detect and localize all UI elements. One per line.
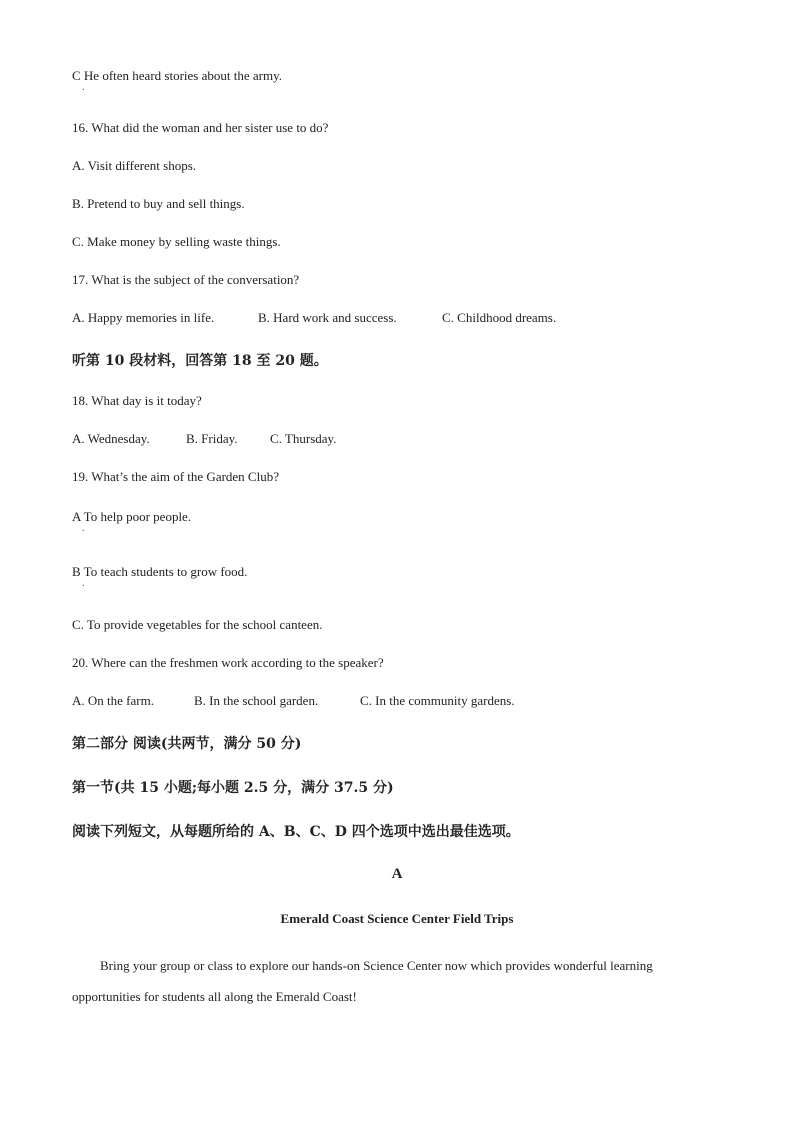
question-19: 19. What’s the aim of the Garden Club?	[72, 469, 279, 484]
q17-option-c: C. Childhood dreams.	[442, 310, 557, 325]
passage-paragraph: Bring your group or class to explore our hands-on Science Center now which provides wonderful learning opportunities for students all along the Emerald Coast!	[72, 958, 653, 1004]
q18-option-a: A. Wednesday.	[72, 431, 150, 446]
q17-option-a: A. Happy memories in life.	[72, 310, 215, 325]
q19-option-c: C. To provide vegetables for the school canteen.	[72, 617, 323, 632]
q17-option-b: B. Hard work and success.	[258, 310, 397, 325]
q16-option-b: B. Pretend to buy and sell things.	[72, 196, 245, 211]
q15-option-c: C He often heard stories about the army.	[72, 68, 282, 83]
part-two-heading: 第二部分 阅读(共两节，满分 50 分)	[72, 736, 302, 752]
q20-option-c: C. In the community gardens.	[360, 693, 515, 708]
q20-option-a: A. On the farm.	[72, 693, 154, 708]
section-10-heading: 听第 10 段材料，回答第 18 至 20 题。	[72, 353, 328, 369]
q19-option-b: B To teach students to grow food.	[72, 564, 248, 579]
section-one-heading: 第一节(共 15 小题;每小题 2.5 分，满分 37.5 分)	[72, 780, 394, 796]
instruction-heading: 阅读下列短文，从每题所给的 A、B、C、D 四个选项中选出最佳选项。	[72, 824, 520, 840]
q18-option-b: B. Friday.	[186, 431, 238, 446]
question-16: 16. What did the woman and her sister use to do?	[72, 120, 329, 135]
passage-letter: A	[391, 866, 403, 882]
q20-options	[72, 693, 515, 709]
question-20: 20. Where can the freshmen work according to the speaker?	[72, 655, 384, 670]
dot-mark: .	[82, 578, 85, 589]
passage-title: Emerald Coast Science Center Field Trips	[280, 911, 514, 926]
question-18: 18. What day is it today?	[72, 393, 202, 408]
q18-option-c: C. Thursday.	[270, 431, 337, 446]
q18-options	[72, 431, 336, 447]
dot-mark: .	[82, 523, 85, 534]
q16-option-a: A. Visit different shops.	[72, 158, 197, 173]
q20-option-b: B. In the school garden.	[194, 693, 319, 708]
question-17: 17. What is the subject of the conversation?	[72, 272, 300, 287]
q19-option-a: A To help poor people.	[72, 509, 192, 524]
q17-options	[72, 310, 556, 326]
dot-mark: .	[82, 82, 85, 93]
q16-option-c: C. Make money by selling waste things.	[72, 234, 281, 249]
